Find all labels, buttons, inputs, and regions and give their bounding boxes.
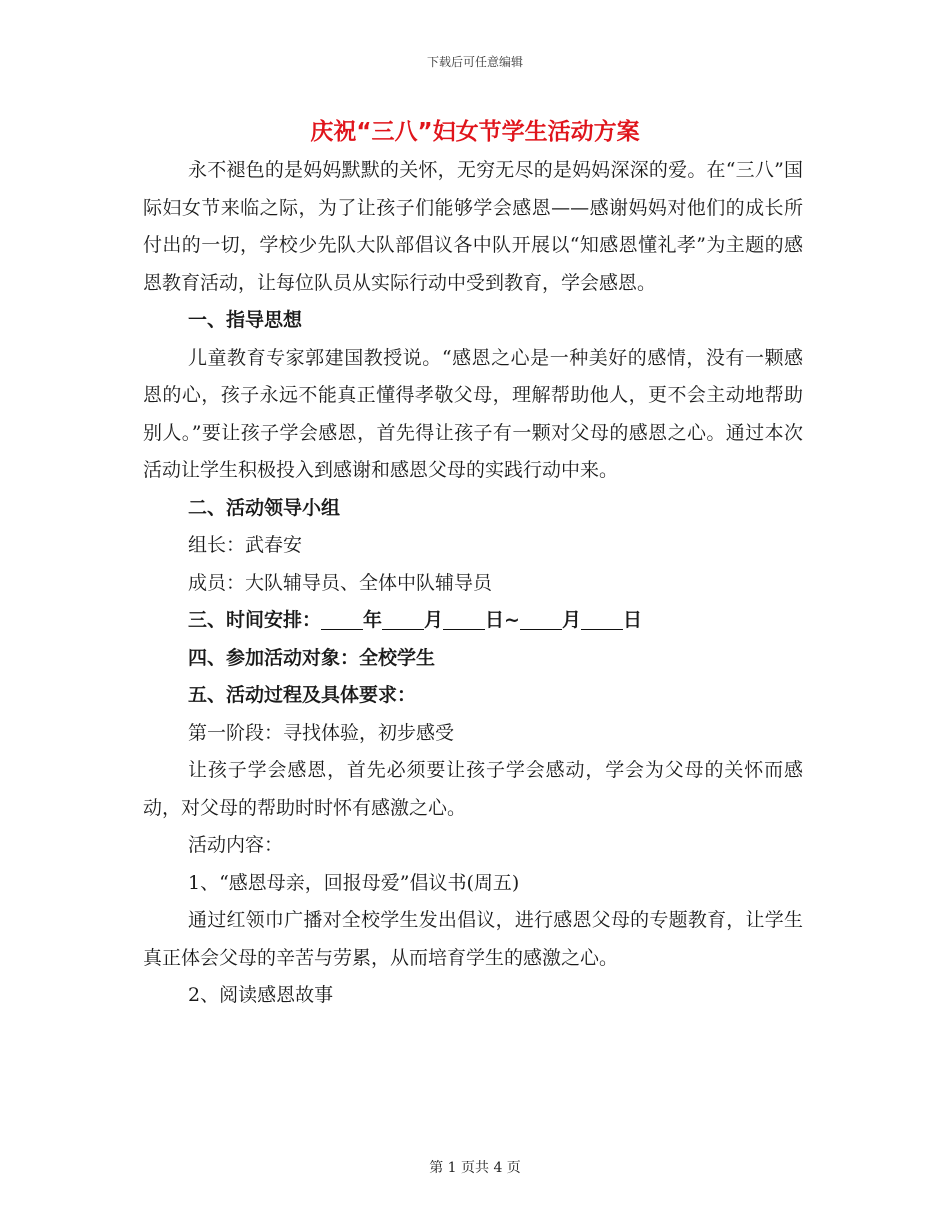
activity-item-2: 2、阅读感恩故事 <box>188 984 334 1006</box>
schedule-month1: 月 <box>424 609 444 631</box>
activity-item-1-text: 通过红领巾广播对全校学生发出倡议，进行感恩父母的专题教育，让学生真正体会父母的辛苦与劳累，从而培育学生的感激之心。 <box>143 909 803 969</box>
guiding-paragraph: 儿童教育专家郭建国教授说。“感恩之心是一种美好的感情，没有一颗感恩的心，孩子永远不能真正懂得孝敬父母，理解帮助他人，更不会主动地帮助别人。”要让孩子学会感恩，首先得让孩子有一颗对父母的感恩之心。通过本次活动让学生积极投入到感谢和感恩父母的实践行动中来。 <box>143 346 803 481</box>
schedule-month2: 月 <box>561 609 581 631</box>
page-footer: 第 1 页共 4 页 <box>429 1160 521 1176</box>
blank-year <box>321 607 363 630</box>
stage1-title: 第一阶段：寻找体验，初步感受 <box>188 721 455 744</box>
section-heading-leadership: 二、活动领导小组 <box>188 496 341 519</box>
blank-day-2 <box>581 607 623 630</box>
blank-month-2 <box>520 607 562 630</box>
blank-day <box>443 607 485 630</box>
activity-content-label: 活动内容： <box>188 834 284 856</box>
schedule-year: 年 <box>363 609 383 631</box>
schedule-heading: 三、时间安排： <box>188 609 322 631</box>
activity-item-1: 1、“感恩母亲，回报母爱”倡议书(周五) <box>188 871 520 894</box>
leader-line: 组长：武春安 <box>188 534 303 556</box>
members-line: 成员：大队辅导员、全体中队辅导员 <box>188 571 493 594</box>
blank-month <box>382 607 424 630</box>
stage1-paragraph: 让孩子学会感恩，首先必须要让孩子学会感动，学会为父母的关怀而感动，对父母的帮助时时怀有感激之心。 <box>143 759 803 819</box>
schedule-line <box>143 602 803 640</box>
intro-paragraph: 永不褪色的是妈妈默默的关怀，无穷无尽的是妈妈深深的爱。在“三八”国际妇女节来临之际，为了让孩子们能够学会感恩——感谢妈妈对他们的成长所付出的一切，学校少先队大队部倡议各中队开展以“知感恩懂礼孝”为主题的感恩教育活动，让每位队员从实际行动中受到教育，学会感恩。 <box>143 159 803 294</box>
schedule-day2: 日 <box>622 609 642 631</box>
document-body <box>143 152 803 1015</box>
schedule-day1: 日~ <box>485 609 520 631</box>
header-note: 下载后可任意编辑 <box>426 55 523 69</box>
document-title: 庆祝“三八”妇女节学生活动方案 <box>310 119 640 145</box>
section-heading-participants: 四、参加活动对象：全校学生 <box>188 646 436 669</box>
section-heading-process: 五、活动过程及具体要求： <box>188 684 417 706</box>
section-heading-guiding: 一、指导思想 <box>188 309 303 331</box>
